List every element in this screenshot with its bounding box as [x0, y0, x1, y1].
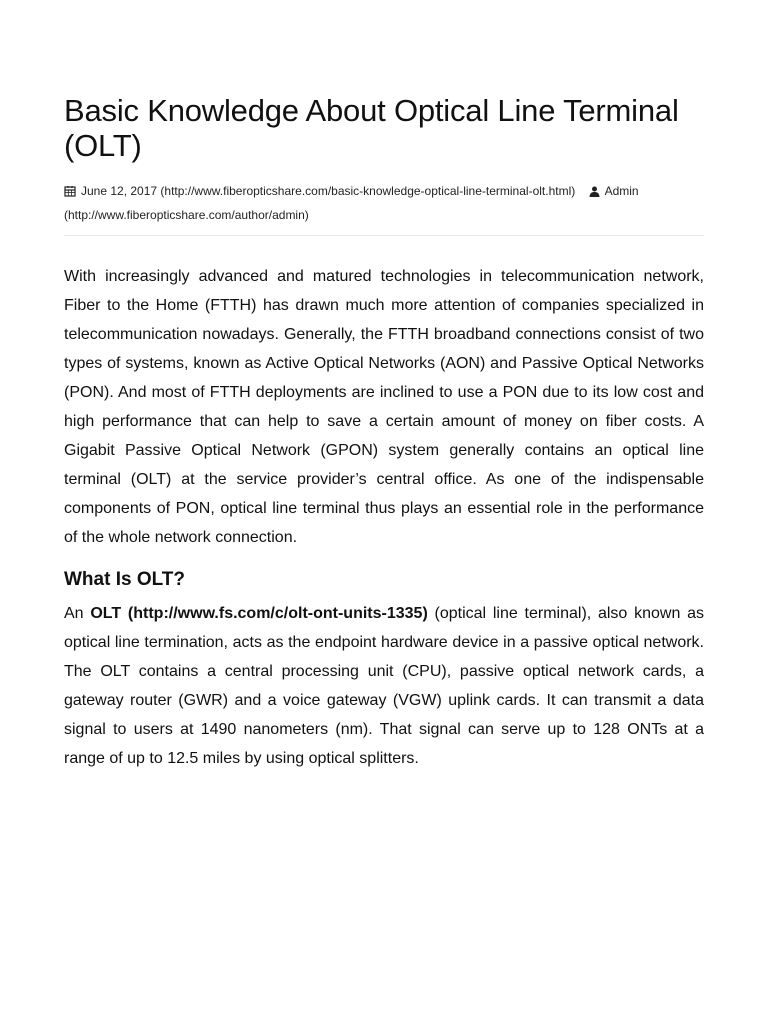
section-heading: What Is OLT?: [64, 569, 186, 590]
olt-term: OLT: [90, 605, 122, 622]
section-para-rest: (optical line terminal), also known as optical line termination, acts as the endpoint hardware device in a passive optical network. The OLT contains a central processing unit (CPU), passive optical network cards, a gateway router (GWR) and a voice gateway (VGW) uplink cards. It can transmit a data signal to users at 1490 nanometers (nm). That signal can serve up to 128 ONTs at a range of up to 12.5 miles by using optical splitters.: [64, 605, 704, 767]
post-author[interactable]: Admin: [604, 184, 639, 198]
post-date: June 12, 2017: [81, 184, 158, 198]
section-para-lead: An: [64, 605, 91, 622]
intro-paragraph: With increasingly advanced and matured technologies in telecommunication network, Fiber to the Home (FTTH) has drawn much more attention of companies specialized in telecommunication nowadays. Generally, the FTTH broadband connections consist of two types of systems, known as Active Optical Networks (AON) and Passive Optical Networks (PON). And most of FTTH deployments are inclined to use a PON due to its low cost and high performance that can help to save a certain amount of money on fiber costs. A Gigabit Passive Optical Network (GPON) system generally contains an optical line terminal (OLT) at the service provider’s central office. As one of the indispensable components of PON, optical line terminal thus plays an essential role in the performance of the whole network connection.: [64, 268, 704, 546]
olt-link[interactable]: (http://www.fs.com/c/olt-ont-units-1335): [127, 605, 428, 622]
post-date-link[interactable]: (http://www.fiberopticshare.com/basic-knowledge-optical-line-terminal-olt.html): [160, 184, 576, 198]
meta-divider: [64, 235, 704, 236]
article-title: Basic Knowledge About Optical Line Terminal (OLT): [64, 93, 679, 163]
post-author-link[interactable]: (http://www.fiberopticshare.com/author/admin): [64, 208, 309, 222]
section-paragraph: [64, 599, 704, 773]
article-meta: [64, 180, 704, 226]
calendar-icon: [64, 182, 76, 204]
user-icon: [589, 182, 600, 204]
